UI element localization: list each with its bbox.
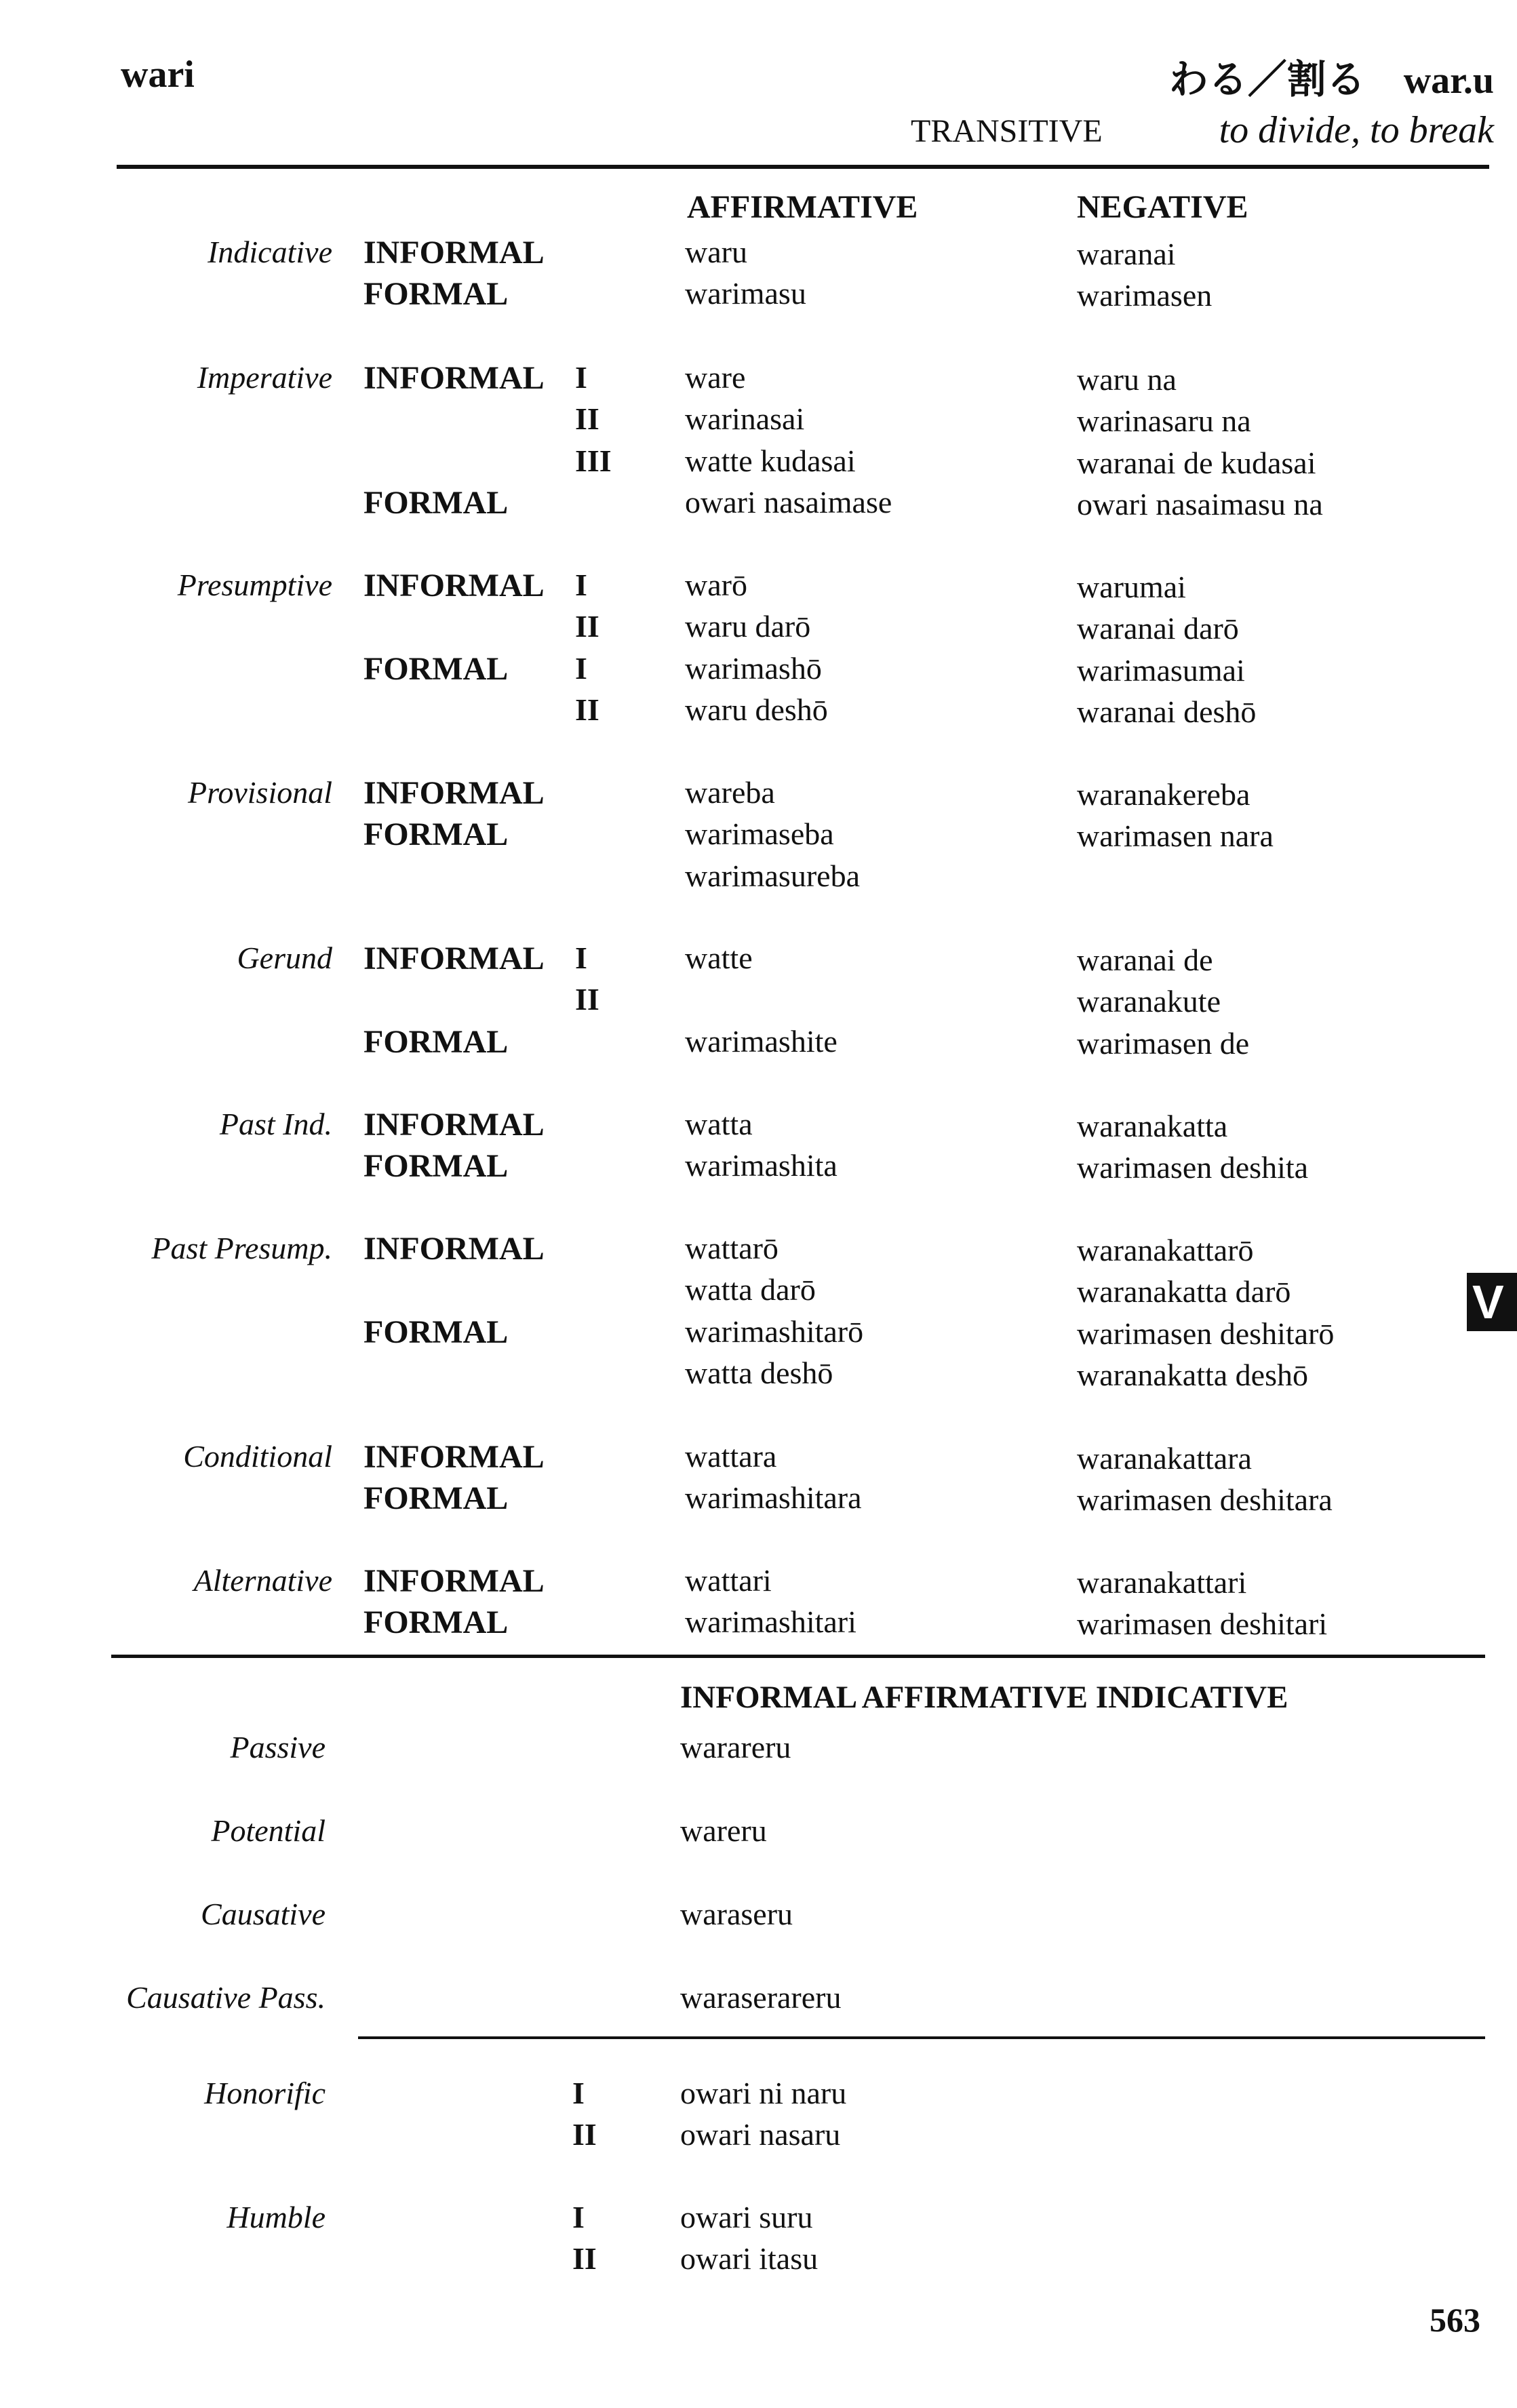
headword [1169,47,1494,104]
thumb-index-tab: V [1467,1273,1517,1331]
category-label: Imperative [197,360,332,395]
affirmative-form: wattarō [685,1231,779,1265]
affirmative-form: warimasu [685,276,806,311]
section-rule [111,1655,1485,1658]
negative-form: waranakattarō [1077,1233,1254,1267]
register-label: INFORMAL [363,775,545,811]
politeness-level: III [575,443,612,478]
negative-form: waranakute [1077,984,1221,1019]
negative-form: warimasumai [1077,653,1245,688]
negative-form: waranakattari [1077,1565,1247,1600]
root-form: wari [121,54,195,96]
affirmative-form: watta darō [685,1272,816,1307]
honorific-label: Honorific [204,2076,326,2110]
affirmative-form: watta deshō [685,1356,833,1390]
negative-form: warimasen deshitarō [1077,1316,1335,1351]
honorific-level: I [572,2076,585,2110]
humble-label: Humble [226,2200,326,2234]
register-label: INFORMAL [363,1563,545,1599]
derived-label: Causative [201,1897,326,1931]
affirmative-form: warinasai [685,401,805,436]
affirmative-form: wattari [685,1563,772,1598]
affirmative-form: waru darō [685,609,811,644]
register-label: FORMAL [363,1480,509,1516]
affirmative-form: watta [685,1107,753,1141]
category-label: Conditional [183,1439,332,1474]
affirmative-form: warimashitari [685,1604,856,1639]
negative-form: waranakereba [1077,777,1250,812]
header-rule [117,165,1489,169]
category-label: Gerund [237,941,332,975]
derived-form: waraseru [680,1897,793,1931]
negative-form: waranakatta deshō [1077,1358,1309,1392]
derived-label: Causative Pass. [126,1980,326,2015]
negative-form: warimasen deshita [1077,1150,1309,1185]
negative-form: waranakatta [1077,1109,1228,1143]
category-label: Provisional [188,775,332,810]
negative-form: warimasen deshitara [1077,1482,1333,1517]
affirmative-form: warimashita [685,1148,838,1183]
affirmative-form: warō [685,568,747,602]
affirmative-form: warimashite [685,1024,838,1059]
negative-form: waranakatta darō [1077,1274,1291,1309]
politeness-level: I [575,941,587,975]
humble-form: owari suru [680,2200,813,2234]
negative-form: warinasaru na [1077,403,1251,438]
politeness-level: II [575,609,599,644]
negative-form: waranai de [1077,943,1213,977]
affirmative-form: ware [685,360,746,395]
affirmative-form: waru deshō [685,692,828,727]
affirmative-form: warimashitarō [685,1314,864,1349]
honorific-level: II [572,2117,597,2152]
register-label: INFORMAL [363,235,545,271]
category-label: Past Ind. [219,1107,332,1141]
honorific-form: owari ni naru [680,2076,847,2110]
affirmative-form: warimashō [685,651,822,686]
negative-form: waranai darō [1077,611,1239,646]
affirmative-form: wareba [685,775,775,810]
register-label: FORMAL [363,1024,509,1060]
register-label: INFORMAL [363,941,545,976]
register-label: INFORMAL [363,1107,545,1143]
affirmative-form: warimashitara [685,1480,862,1515]
page-number: 563 [1430,2301,1480,2339]
honorific-form: owari nasaru [680,2117,841,2152]
negative-heading: NEGATIVE [1077,189,1248,225]
politeness-level: I [575,568,587,602]
derived-label: Potential [211,1813,326,1848]
register-label: FORMAL [363,1604,509,1640]
derived-label: Passive [230,1730,326,1764]
negative-form: waranai deshō [1077,694,1257,729]
register-label: INFORMAL [363,1439,545,1475]
affirmative-form: owari nasaimase [685,485,892,519]
register-label: FORMAL [363,1314,509,1350]
transitivity-label: TRANSITIVE [911,113,1103,149]
category-label: Alternative [193,1563,332,1598]
register-label: FORMAL [363,816,509,852]
affirmative-form: watte kudasai [685,443,856,478]
negative-form: warimasen deshitari [1077,1606,1328,1641]
category-label: Past Presump. [151,1231,332,1265]
register-label: INFORMAL [363,360,545,396]
derived-forms-heading: INFORMAL AFFIRMATIVE INDICATIVE [680,1680,1288,1715]
humble-form: owari itasu [680,2241,819,2276]
politeness-level: I [575,360,587,395]
politeness-level: II [575,401,599,436]
register-label: INFORMAL [363,1231,545,1267]
politeness-level: II [575,982,599,1017]
affirmative-form: watte [685,941,753,975]
politeness-level: I [575,651,587,686]
affirmative-form: warimaseba [685,816,834,851]
negative-form: warumai [1077,570,1186,604]
negative-form: warimasen nara [1077,818,1274,853]
register-label: INFORMAL [363,568,545,604]
headword-romaji: war.u [1403,60,1494,102]
humble-level: II [572,2241,597,2276]
register-label: FORMAL [363,276,509,312]
honorific-rule [358,2036,1485,2039]
verb-meaning: to divide, to break [1219,109,1494,151]
negative-form: waru na [1077,362,1177,397]
derived-form: warareru [680,1730,791,1764]
politeness-level: II [575,692,599,727]
headword-kana: わる／割る [1168,56,1366,102]
negative-form: waranai de kudasai [1077,446,1316,480]
negative-form: warimasen de [1077,1026,1250,1061]
register-label: FORMAL [363,651,509,687]
affirmative-heading: AFFIRMATIVE [687,189,918,225]
category-label: Presumptive [177,568,332,602]
derived-form: waraserareru [680,1980,842,2015]
register-label: FORMAL [363,485,509,521]
category-label: Indicative [208,235,332,269]
negative-form: warimasen [1077,278,1213,313]
affirmative-form: warimasureba [685,858,860,893]
humble-level: I [572,2200,585,2234]
affirmative-form: waru [685,235,747,269]
negative-form: owari nasaimasu na [1077,487,1323,521]
negative-form: waranai [1077,237,1176,271]
affirmative-form: wattara [685,1439,777,1474]
register-label: FORMAL [363,1148,509,1184]
negative-form: waranakattara [1077,1441,1252,1476]
derived-form: wareru [680,1813,767,1848]
